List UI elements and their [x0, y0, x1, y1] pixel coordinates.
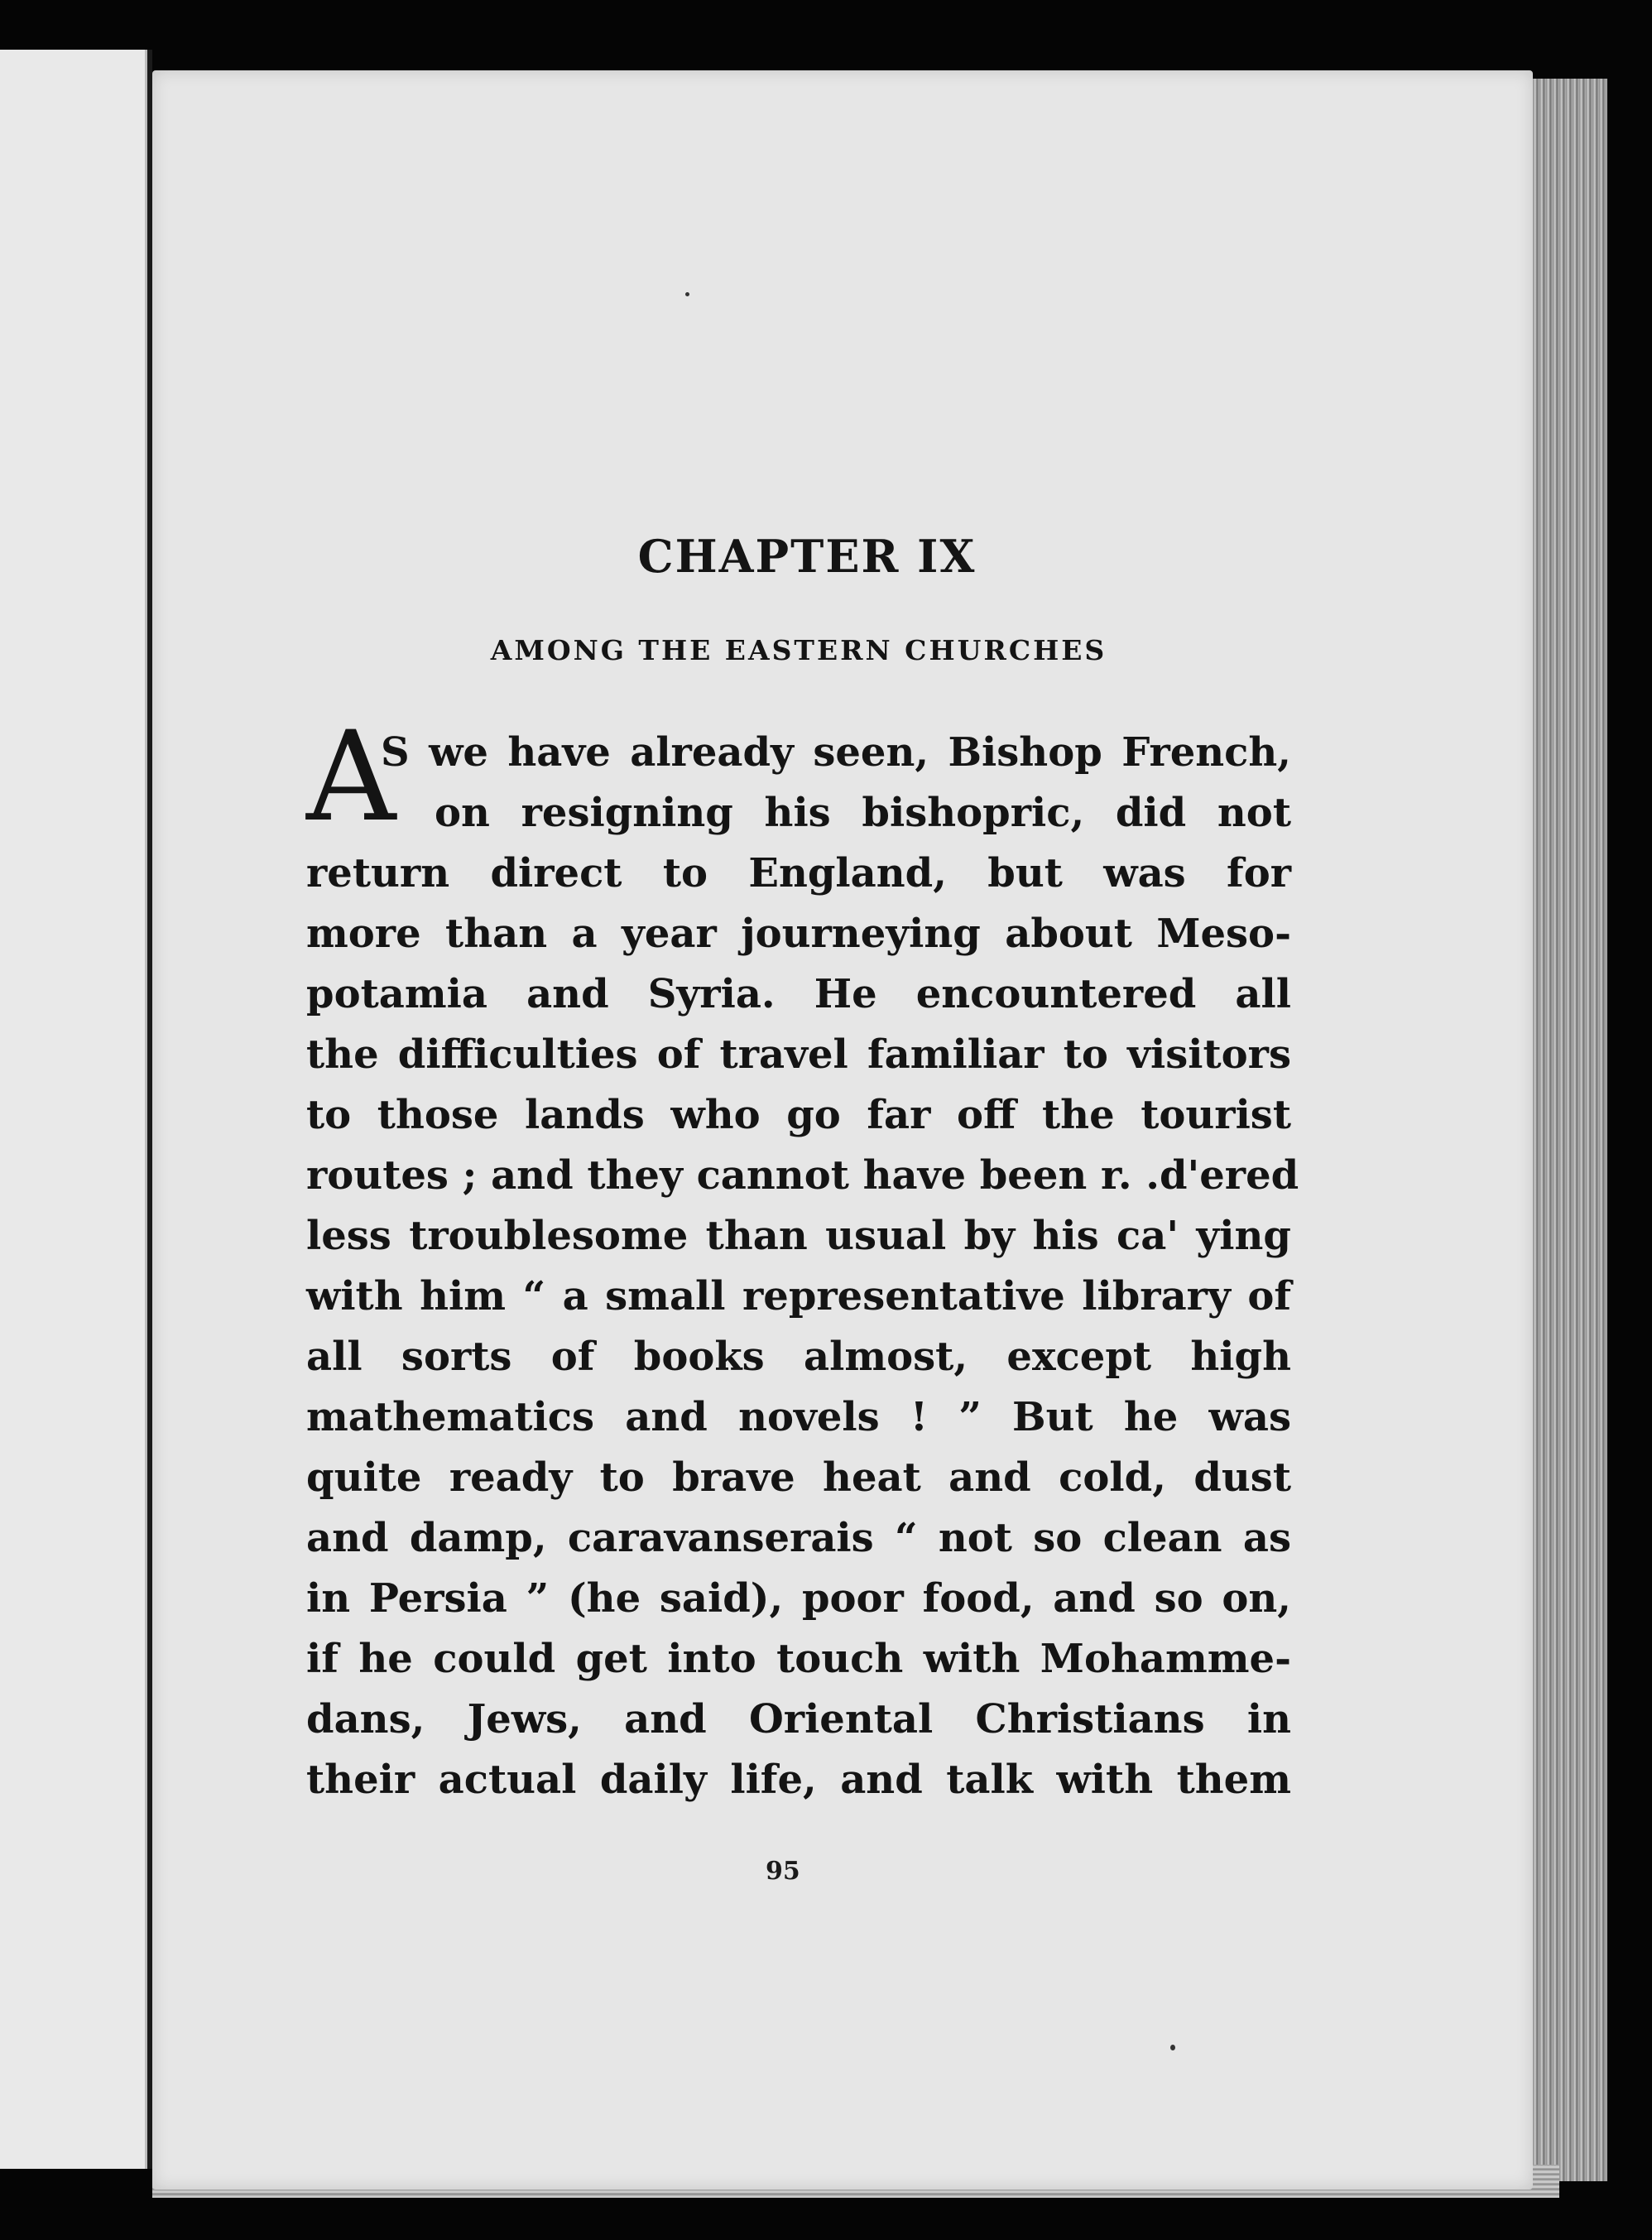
text-line: quite ready to brave heat and cold, dust — [306, 1454, 1291, 1501]
page-number: 95 — [766, 1857, 800, 1886]
text-line: more than a year journeying about Meso- — [306, 911, 1291, 957]
chapter-subtitle: AMONG THE EASTERN CHURCHES — [490, 634, 1107, 666]
text-line: with him “ a small representative library of — [306, 1273, 1291, 1319]
text-line: and damp, caravanserais “ not so clean as — [306, 1515, 1291, 1561]
text-line: mathematics and novels ! ” But he was — [306, 1394, 1291, 1440]
text-line: to those lands who go far off the tourist — [306, 1092, 1291, 1138]
text-line: on resigning his bishopric, did not — [435, 790, 1291, 836]
page-text — [306, 530, 1299, 1810]
paper-speck — [685, 292, 689, 296]
text-line: all sorts of books almost, except high — [306, 1334, 1291, 1380]
text-line: in Persia ” (he said), poor food, and so on, — [306, 1575, 1291, 1622]
facing-page-edge — [0, 50, 152, 2169]
text-line: the difficulties of travel familiar to visitors — [306, 1031, 1291, 1078]
text-line: their actual daily life, and talk with them — [306, 1757, 1291, 1803]
body-text — [306, 705, 1299, 1810]
drop-cap: A — [306, 705, 396, 849]
text-line: potamia and Syria. He encountered all — [306, 971, 1291, 1017]
paper-speck — [1170, 2045, 1175, 2050]
text-line: if he could get into touch with Mohamme- — [306, 1636, 1291, 1682]
book-block-edge-right — [1533, 79, 1607, 2181]
text-line: return direct to England, but was for — [306, 850, 1291, 896]
gutter-line — [145, 50, 147, 2169]
chapter-title: CHAPTER IX — [637, 530, 977, 583]
text-line: routes ; and they cannot have been r. .d'ered — [306, 1152, 1299, 1199]
text-line: dans, Jews, and Oriental Christians in — [306, 1696, 1291, 1742]
text-line: S we have already seen, Bishop French, — [381, 729, 1291, 776]
text-line: less troublesome than usual by his ca' ying — [306, 1213, 1291, 1259]
